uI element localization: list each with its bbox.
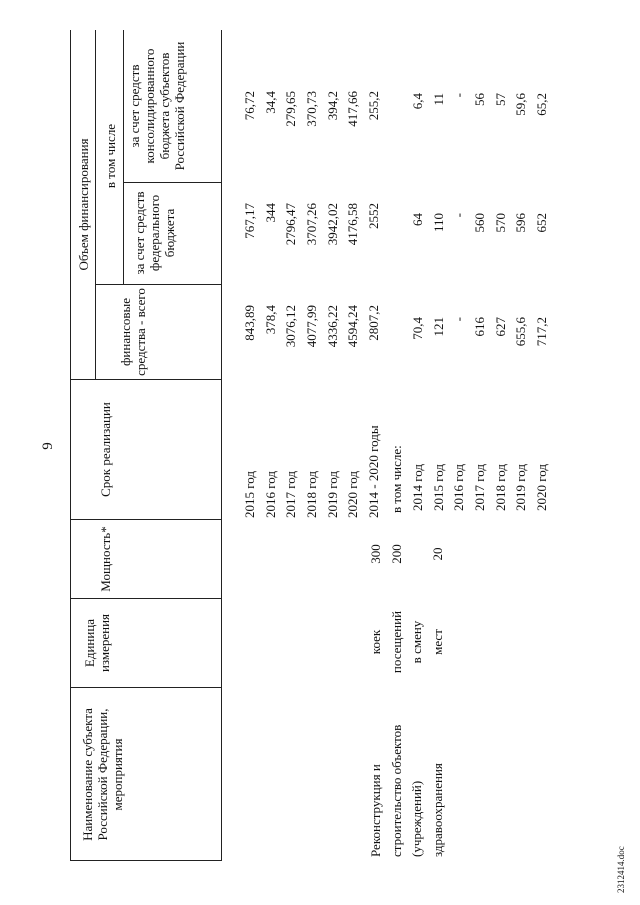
summary-federal: 344 xyxy=(262,203,278,223)
including-label: в том числе: xyxy=(389,445,404,513)
item-period: 2014 год xyxy=(410,464,425,511)
item-regional: - xyxy=(451,93,467,98)
summary-total: 378,4 xyxy=(262,305,278,335)
summary-total: 3076,12 xyxy=(283,305,299,348)
item-period: 2017 год xyxy=(472,464,488,511)
item-capacity-value: 300 xyxy=(368,544,383,564)
col-border-3 xyxy=(70,519,221,520)
item-regional: 65,2 xyxy=(534,93,550,116)
col-border-6 xyxy=(123,182,221,183)
summary-total: 4336,22 xyxy=(324,305,340,348)
item-name-line: строительство объектов xyxy=(388,724,404,857)
summary-period: 2014 - 2020 годы xyxy=(366,425,382,518)
col-border-1 xyxy=(70,687,221,688)
item-unit xyxy=(366,601,449,683)
summary-regional: 34,4 xyxy=(262,91,278,114)
item-unit-line: коек xyxy=(368,629,383,655)
item-total: 70,4 xyxy=(410,317,425,340)
item-regional: 57 xyxy=(492,93,508,106)
item-period: 2020 год xyxy=(534,464,550,511)
summary-federal: 3707,26 xyxy=(304,203,320,246)
summary-federal: 2796,47 xyxy=(283,203,299,246)
item-federal: - xyxy=(451,213,467,218)
summary-total: 4594,24 xyxy=(345,305,361,348)
summary-period: 2020 год xyxy=(345,471,361,518)
item-federal: 596 xyxy=(513,213,529,233)
item-capacity xyxy=(366,533,449,575)
including-divider xyxy=(123,30,124,285)
item-total: 655,6 xyxy=(513,317,529,347)
summary-regional-list xyxy=(240,91,385,181)
table-top-border xyxy=(70,30,71,861)
item-total: 627 xyxy=(492,317,508,337)
item-regional: 11 xyxy=(430,93,446,106)
item-regional: 59,6 xyxy=(513,93,529,116)
item-name xyxy=(366,687,449,857)
summary-regional: 255,2 xyxy=(366,91,382,121)
item-regional: 6,4 xyxy=(410,93,425,110)
header-funding: Объем финансирования xyxy=(76,138,91,271)
header-capacity: Мощность* xyxy=(98,526,113,592)
header-unit: Единица измерения xyxy=(82,613,112,673)
header-period: Срок реализации xyxy=(98,402,113,497)
item-total: - xyxy=(451,317,467,322)
item-federal: 64 xyxy=(410,213,425,226)
header-name: Наименование субъекта Российской Федерации, мероприятия xyxy=(80,708,125,841)
item-unit-line: в смену xyxy=(409,620,425,664)
col-border-5 xyxy=(95,284,221,285)
item-regional: 56 xyxy=(472,93,488,106)
summary-period: 2018 год xyxy=(304,471,320,518)
item-total: 121 xyxy=(430,317,446,337)
summary-regional: 76,72 xyxy=(242,91,257,121)
summary-federal: 2552 xyxy=(366,203,382,229)
summary-period: 2019 год xyxy=(324,471,340,518)
item-regional-list xyxy=(408,93,553,181)
summary-federal: 4176,58 xyxy=(345,203,361,246)
col-border-2 xyxy=(70,598,221,599)
header-total: финансовые средства - всего xyxy=(118,288,148,376)
summary-period-list xyxy=(240,380,385,518)
item-federal: 570 xyxy=(492,213,508,233)
page-number: 9 xyxy=(40,442,56,450)
header-regional: за счет средств консолидированного бюджета субъектов Российской Федерации xyxy=(127,41,187,171)
summary-regional: 370,73 xyxy=(304,91,320,127)
item-period: 2019 год xyxy=(513,464,529,511)
summary-regional: 394,2 xyxy=(324,91,340,121)
item-federal-list xyxy=(408,213,553,283)
summary-period: 2015 год xyxy=(242,471,257,518)
item-total-list xyxy=(408,317,553,377)
header-bottom-border xyxy=(221,30,222,861)
funding-divider xyxy=(95,30,96,380)
item-period: 2018 год xyxy=(492,464,508,511)
footer-filename: 2312414.doc xyxy=(616,846,626,893)
item-unit-line: мест xyxy=(430,629,446,655)
item-capacity-value xyxy=(407,533,428,575)
header-including: в том числе xyxy=(103,123,118,189)
item-capacity-value: 20 xyxy=(430,547,446,561)
item-federal: 110 xyxy=(430,213,446,233)
header-federal: за счет средств федерального бюджета xyxy=(132,191,177,275)
item-federal: 652 xyxy=(534,213,550,233)
item-total: 717,2 xyxy=(534,317,550,347)
col-border-0 xyxy=(70,860,221,861)
item-name-line: Реконструкция и xyxy=(368,764,383,857)
item-name-line: (учреждений) xyxy=(409,780,425,857)
item-unit-line: посещений xyxy=(388,610,404,674)
summary-federal-list xyxy=(240,203,385,283)
item-federal: 560 xyxy=(472,213,488,233)
summary-regional: 279,65 xyxy=(283,91,299,127)
item-period-list xyxy=(408,381,553,511)
summary-federal: 3942,02 xyxy=(324,203,340,246)
item-total: 616 xyxy=(472,317,488,337)
item-period: 2016 год xyxy=(451,464,467,511)
summary-federal: 767,17 xyxy=(242,203,257,239)
summary-period: 2016 год xyxy=(262,471,278,518)
summary-period: 2017 год xyxy=(283,471,299,518)
item-capacity-value: 200 xyxy=(388,544,404,564)
col-border-4 xyxy=(70,379,221,380)
summary-total-list xyxy=(240,305,385,377)
item-period: 2015 год xyxy=(430,464,446,511)
summary-total: 4077,99 xyxy=(304,305,320,348)
summary-total: 843,89 xyxy=(242,305,257,341)
summary-total: 2807,2 xyxy=(366,305,382,341)
summary-regional: 417,66 xyxy=(345,91,361,127)
item-name-line: здравоохранения xyxy=(430,763,446,857)
